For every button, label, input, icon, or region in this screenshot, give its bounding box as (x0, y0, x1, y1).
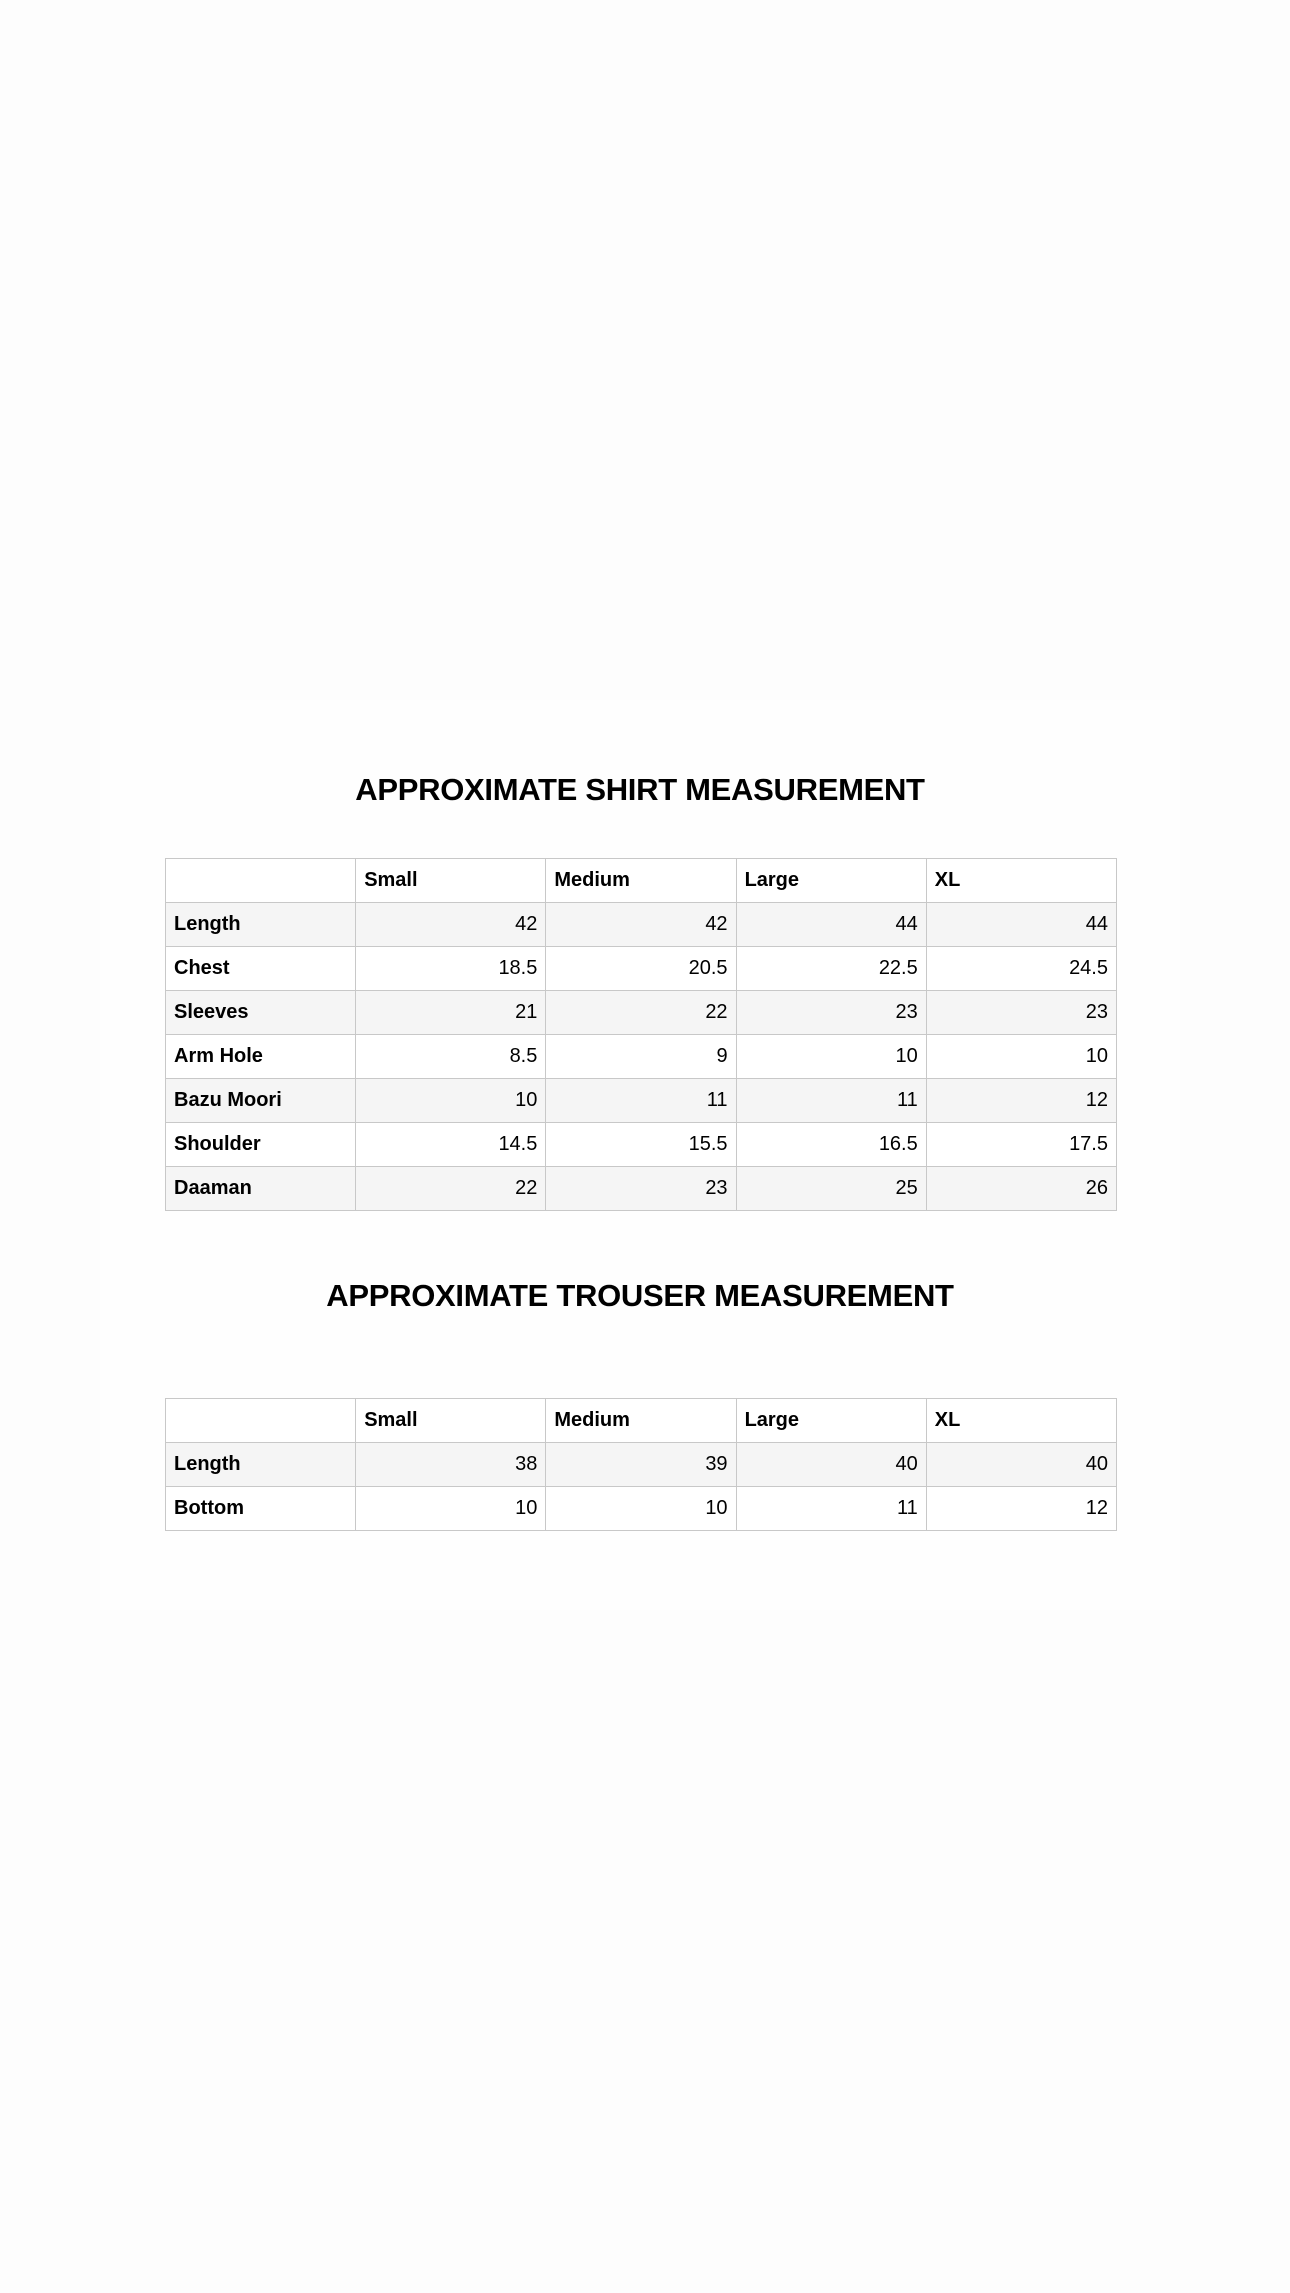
row-label: Shoulder (166, 1123, 356, 1167)
column-header-large: Large (736, 1399, 926, 1443)
table-cell: 10 (546, 1487, 736, 1531)
table-cell: 14.5 (356, 1123, 546, 1167)
column-header-small: Small (356, 1399, 546, 1443)
table-header-row (166, 859, 1117, 903)
table-cell: 23 (926, 991, 1116, 1035)
table-cell: 10 (356, 1487, 546, 1531)
table-row (166, 903, 1117, 947)
table-cell: 40 (926, 1443, 1116, 1487)
table-cell: 39 (546, 1443, 736, 1487)
table-cell: 24.5 (926, 947, 1116, 991)
table-cell: 23 (736, 991, 926, 1035)
table-cell: 11 (736, 1079, 926, 1123)
table-cell: 10 (736, 1035, 926, 1079)
column-header-xl: XL (926, 859, 1116, 903)
row-label: Chest (166, 947, 356, 991)
row-label: Bazu Moori (166, 1079, 356, 1123)
column-header-corner (166, 1399, 356, 1443)
table-cell: 12 (926, 1079, 1116, 1123)
table-cell: 18.5 (356, 947, 546, 991)
table-cell: 12 (926, 1487, 1116, 1531)
table-cell: 11 (736, 1487, 926, 1531)
table-header-row (166, 1399, 1117, 1443)
table-cell: 42 (546, 903, 736, 947)
table-row (166, 1487, 1117, 1531)
shirt-measurement-table (165, 858, 1117, 1211)
table-cell: 38 (356, 1443, 546, 1487)
column-header-small: Small (356, 859, 546, 903)
table-cell: 40 (736, 1443, 926, 1487)
trouser-measurement-title: APPROXIMATE TROUSER MEASUREMENT (326, 1278, 954, 1313)
row-label: Sleeves (166, 991, 356, 1035)
column-header-medium: Medium (546, 859, 736, 903)
table-cell: 11 (546, 1079, 736, 1123)
shirt-measurement-title: APPROXIMATE SHIRT MEASUREMENT (355, 772, 925, 807)
table-cell: 26 (926, 1167, 1116, 1211)
row-label: Length (166, 903, 356, 947)
table-cell: 8.5 (356, 1035, 546, 1079)
table-row (166, 947, 1117, 991)
table-cell: 9 (546, 1035, 736, 1079)
table-row (166, 1035, 1117, 1079)
table-row (166, 1443, 1117, 1487)
row-label: Daaman (166, 1167, 356, 1211)
trouser-measurement-table (165, 1398, 1117, 1531)
table-cell: 16.5 (736, 1123, 926, 1167)
table-row (166, 1167, 1117, 1211)
table-cell: 42 (356, 903, 546, 947)
table-cell: 15.5 (546, 1123, 736, 1167)
row-label: Bottom (166, 1487, 356, 1531)
table-cell: 25 (736, 1167, 926, 1211)
row-label: Arm Hole (166, 1035, 356, 1079)
table-row (166, 991, 1117, 1035)
table-cell: 44 (736, 903, 926, 947)
table-cell: 17.5 (926, 1123, 1116, 1167)
table-cell: 22.5 (736, 947, 926, 991)
column-header-xl: XL (926, 1399, 1116, 1443)
row-label: Length (166, 1443, 356, 1487)
table-cell: 10 (356, 1079, 546, 1123)
column-header-corner (166, 859, 356, 903)
table-row (166, 1123, 1117, 1167)
table-cell: 10 (926, 1035, 1116, 1079)
column-header-medium: Medium (546, 1399, 736, 1443)
table-cell: 22 (546, 991, 736, 1035)
table-cell: 23 (546, 1167, 736, 1211)
table-row (166, 1079, 1117, 1123)
column-header-large: Large (736, 859, 926, 903)
table-cell: 20.5 (546, 947, 736, 991)
table-cell: 22 (356, 1167, 546, 1211)
table-cell: 21 (356, 991, 546, 1035)
table-cell: 44 (926, 903, 1116, 947)
